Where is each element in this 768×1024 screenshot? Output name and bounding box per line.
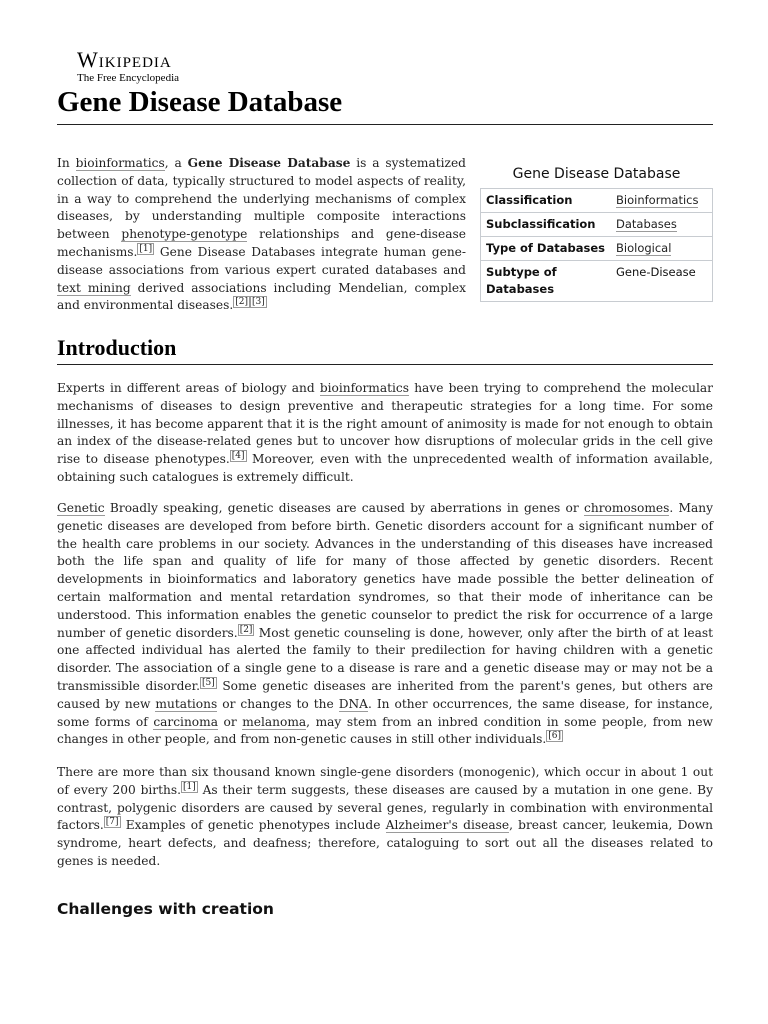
bold-term: Gene Disease Database <box>187 156 351 170</box>
intro-paragraph-1: Experts in different areas of biology and bioinformatics have been trying to comprehend the molecular mechanisms of diseases to design preventive and therapeutic strategies for a long time. For some illnesses, it has become apparent that it is the right amount of animosity is made for not enough to obtain an index of the disease-related genes but to uncover how disruptions of molecular grids in the cell give rise to disease phenotypes. [4] Moreover, even with the unprecedented wealth of information available, obtaining such catalogues is extremely difficult. <box>57 381 713 484</box>
infobox-label: Subclassification <box>481 213 615 237</box>
intro-paragraph-2: Genetic Broadly speaking, genetic diseases are caused by aberrations in genes or chromosomes. Many genetic diseases are developed from before birth. Genetic disorders account for a significant number of the health care problems in our society. Advances in the understanding of this diseases have increased both the life span and quality of life for many of those affected by genetic disorders. Recent developments in bioinformatics and laboratory genetics have made possible the better delineation of certain malformation and mental retardation syndromes, so that their mode of inheritance can be understood. This information enables the genetic counselor to predict the risk for occurrence of a large number of genetic disorders. [2] Most genetic counseling is done, however, only after the birth of at least one affected individual has alerted the family to their predilection for having children with a genetic disorder. The association of a single gene to a disease is rare and a genetic disease may or may not be a transmissible disorder. [5] Some genetic diseases are inherited from the parent's genes, but others are caused by new mutations or changes to the DNA. In other occurrences, the same disease, for instance, some forms of carcinoma or melanoma, may stem from an inbred condition in some people, from new changes in other people, and from non-genetic causes in still other individuals. [6] <box>57 501 714 747</box>
link-mutations[interactable]: mutations <box>155 696 218 711</box>
link-melanoma[interactable]: melanoma <box>242 714 307 729</box>
lead-paragraph: In bioinformatics, a Gene Disease Database is a systematized collection of data, typically structured to model aspects of reality, in a way to comprehend the underlying mechanisms of complex diseases, by understanding multiple composite interactions between phenotype-genotype relationships and gene-disease mechanisms. [1] Gene Disease Databases integrate human gene-disease associations from various expert curated databases and text mining derived associations including Mendelian, complex and environmental diseases. [2] [3] <box>57 156 466 313</box>
link-bioinformatics-2[interactable]: bioinformatics <box>319 381 409 395</box>
infobox-link-biological[interactable]: Biological <box>616 241 672 255</box>
infobox-label: Type of Databases <box>481 237 615 261</box>
link-dna[interactable]: DNA <box>338 696 368 711</box>
infobox-row-classification <box>481 189 713 213</box>
wikipedia-logo[interactable] <box>77 49 179 85</box>
citation-1[interactable]: [1] <box>139 243 153 254</box>
citation-6[interactable]: [6] <box>548 731 561 742</box>
infobox-row-type <box>481 237 713 261</box>
citation-2b[interactable]: [2] <box>239 624 253 635</box>
link-chromosomes[interactable]: chromosomes <box>584 501 670 515</box>
infobox-title: Gene Disease Database <box>512 166 681 182</box>
citation-4[interactable]: [4] <box>231 451 245 462</box>
link-phenotype-genotype[interactable]: phenotype-genotype <box>121 227 248 242</box>
logo-tagline: The Free Encyclopedia <box>77 72 180 84</box>
infobox-row-subclassification <box>481 213 713 237</box>
link-carcinoma[interactable]: carcinoma <box>153 714 218 729</box>
link-genetic[interactable]: Genetic <box>57 501 105 515</box>
citation-2[interactable]: [2] <box>235 297 248 308</box>
infobox-row-subtype <box>481 261 713 302</box>
infobox-link-bioinformatics[interactable]: Bioinformatics <box>616 193 699 207</box>
link-bioinformatics[interactable]: bioinformatics <box>75 156 165 170</box>
intro-paragraph-3: There are more than six thousand known single-gene disorders (monogenic), which occur in about 1 out of every 200 births. [1] As their term suggests, these diseases are caused by a mutation in one gene. By contrast, polygenic disorders are caused by several genes, regularly in combination with environmental factors. [7] Examples of genetic phenotypes include Alzheimer's disease, breast cancer, leukemia, Down syndrome, heart defects, and deafness; therefore, cataloguing to sort out all the diseases related to genes is needed. <box>57 765 713 868</box>
infobox-label: Subtype of Databases <box>481 261 615 302</box>
citation-5[interactable]: [5] <box>201 677 215 688</box>
section-heading-challenges: Challenges with creation <box>57 900 274 918</box>
citation-3[interactable]: [3] <box>251 297 265 308</box>
infobox <box>480 165 713 302</box>
citation-7[interactable]: [7] <box>105 817 119 828</box>
logo-wordmark: Wikipedia <box>77 47 172 72</box>
page-title: Gene Disease Database <box>57 84 713 125</box>
infobox-link-databases[interactable]: Databases <box>616 217 677 231</box>
section-heading-introduction: Introduction <box>57 334 713 365</box>
citation-1b[interactable]: [1] <box>183 781 196 792</box>
link-text-mining[interactable]: text mining <box>57 280 131 295</box>
link-alzheimers-disease[interactable]: Alzheimer's disease <box>385 818 510 833</box>
infobox-table <box>480 188 713 302</box>
infobox-value: Gene-Disease <box>614 261 713 302</box>
infobox-label: Classification <box>481 189 615 213</box>
